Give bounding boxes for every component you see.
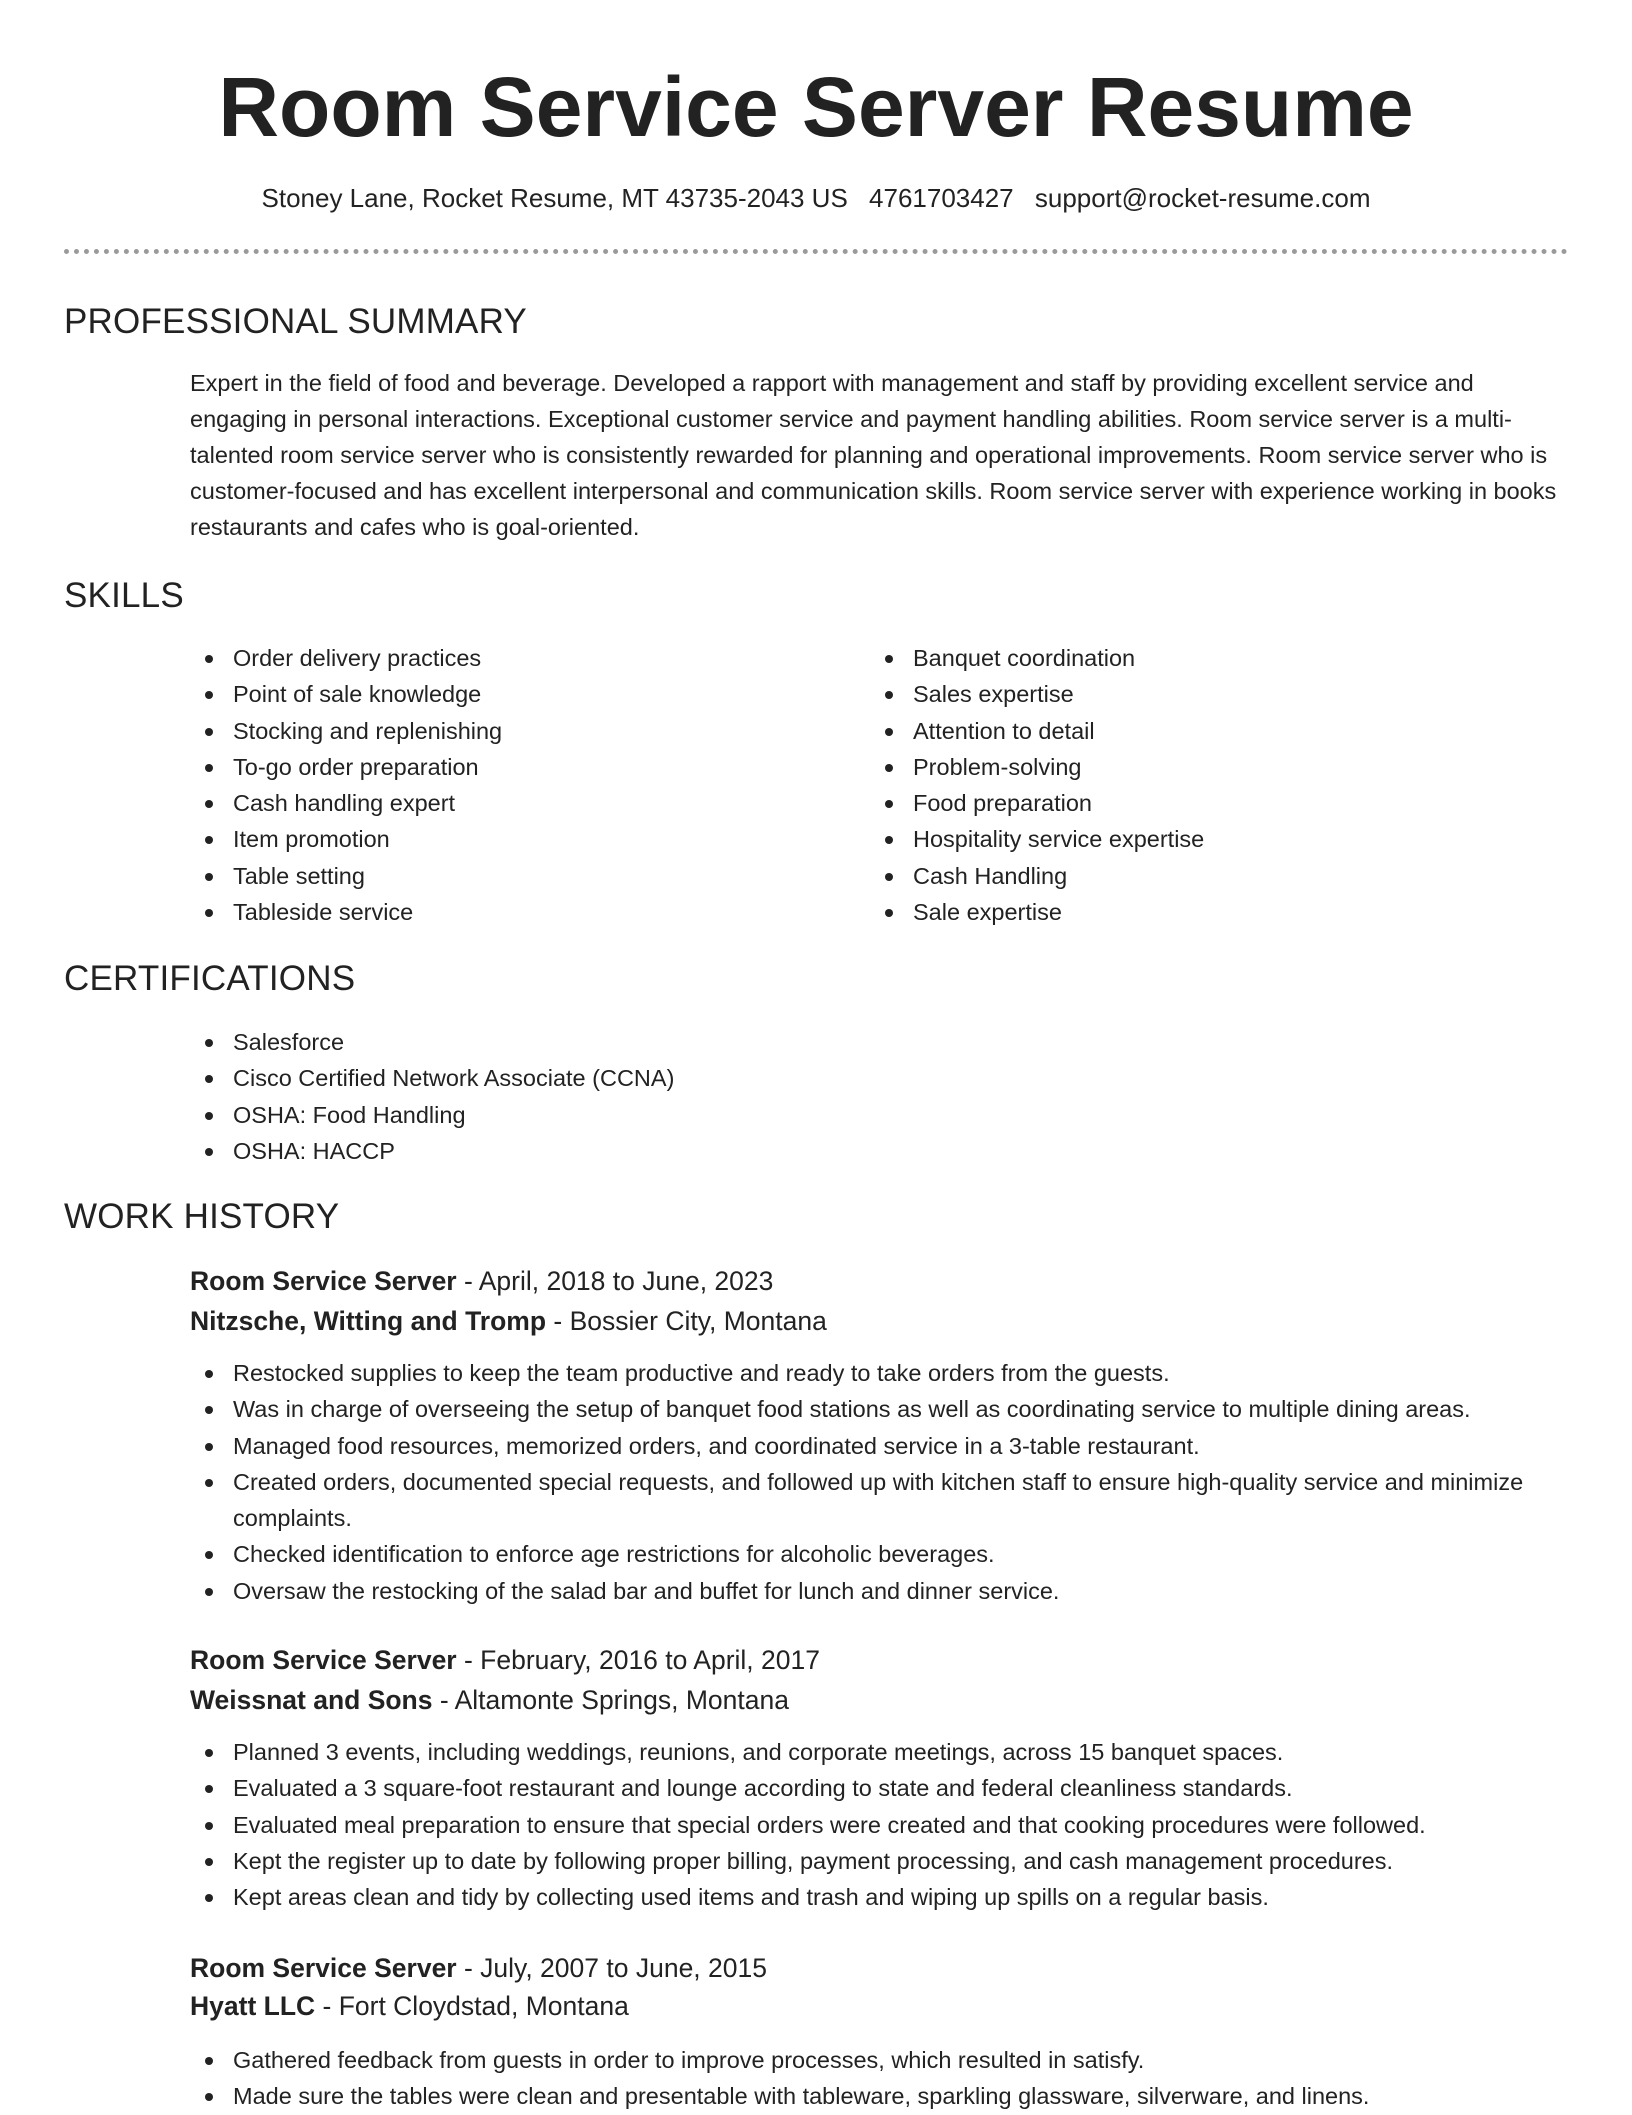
list-item: Checked identification to enforce age restrictions for alcoholic beverages.	[190, 1536, 1570, 1572]
summary-text: Expert in the field of food and beverage. Developed a rapport with management and staff by providing excellent service and engaging in personal interactions. Exceptional customer service and payment handling abilities. Room service server is a multi-talented room service server who is consistently rewarded for planning and operational improvements. Room service server who is customer-focused and has excellent interpersonal and communication skills. Room service server with experience working in books restaurants and cafes who is goal-oriented.	[190, 370, 1557, 540]
list-item: Stocking and replenishing	[190, 713, 830, 749]
list-item: Tableside service	[190, 894, 830, 930]
list-item: Kept areas clean and tidy by collecting used items and trash and wiping up spills on a regular basis.	[190, 1879, 1570, 1915]
list-item: To-go order preparation	[190, 749, 830, 785]
list-item: Managed food resources, memorized orders, and coordinated service in a 3-table restaurant.	[190, 1428, 1570, 1464]
job-location: - Fort Cloydstad, Montana	[315, 1991, 629, 2021]
contact-phone: 4761703427	[869, 183, 1014, 213]
header-divider	[64, 249, 1568, 254]
list-item: Evaluated a 3 square-foot restaurant and lounge according to state and federal cleanliness standards.	[190, 1770, 1570, 1806]
list-item: Sale expertise	[870, 894, 1560, 930]
list-item: Salesforce	[190, 1024, 1560, 1060]
list-item: Point of sale knowledge	[190, 676, 830, 712]
list-item: Cash Handling	[870, 858, 1560, 894]
job-dates: - April, 2018 to June, 2023	[456, 1266, 774, 1296]
job-bullets	[190, 1355, 1570, 1609]
job-title-line	[190, 1262, 773, 1300]
job-company-line	[190, 1681, 789, 1719]
job-location: - Bossier City, Montana	[546, 1306, 827, 1336]
contact-line	[0, 180, 1632, 216]
job-company: Nitzsche, Witting and Tromp	[190, 1306, 547, 1336]
list-item: OSHA: HACCP	[190, 1133, 1560, 1169]
list-item: Cisco Certified Network Associate (CCNA)	[190, 1060, 1560, 1096]
contact-address: Stoney Lane, Rocket Resume, MT 43735-2043 US	[261, 183, 848, 213]
job-bullets	[190, 1734, 1570, 1915]
job-location: - Altamonte Springs, Montana	[432, 1685, 789, 1715]
list-item: Banquet coordination	[870, 640, 1560, 676]
list-item: Problem-solving	[870, 749, 1560, 785]
job-company-line	[190, 1302, 827, 1340]
list-item: Gathered feedback from guests in order to improve processes, which resulted in satisfy.	[190, 2042, 1570, 2078]
skills-list-left	[190, 640, 830, 930]
job-title-line	[190, 1641, 820, 1679]
list-item: Was in charge of overseeing the setup of banquet food stations as well as coordinating service to multiple dining areas.	[190, 1391, 1570, 1427]
list-item: Order delivery practices	[190, 640, 830, 676]
list-item: Sales expertise	[870, 676, 1560, 712]
certifications-list	[190, 1024, 1560, 1169]
skills-list-right	[870, 640, 1560, 930]
job-title-line	[190, 1949, 767, 1987]
job-title: Room Service Server	[190, 1645, 457, 1675]
job-bullets	[190, 2042, 1570, 2115]
list-item: Oversaw the restocking of the salad bar and buffet for lunch and dinner service.	[190, 1573, 1570, 1609]
list-item: Planned 3 events, including weddings, reunions, and corporate meetings, across 15 banquet spaces.	[190, 1734, 1570, 1770]
list-item: Hospitality service expertise	[870, 821, 1560, 857]
list-item: Table setting	[190, 858, 830, 894]
resume-title: Room Service Server Resume	[218, 60, 1414, 154]
list-item: Restocked supplies to keep the team productive and ready to take orders from the guests.	[190, 1355, 1570, 1391]
certifications-heading: CERTIFICATIONS	[64, 959, 356, 998]
job-title: Room Service Server	[190, 1953, 457, 1983]
list-item: Created orders, documented special requests, and followed up with kitchen staff to ensure high-quality service and minimize complaints.	[190, 1464, 1570, 1537]
job-title: Room Service Server	[190, 1266, 457, 1296]
job-company-line	[190, 1987, 629, 2025]
work-history-heading: WORK HISTORY	[64, 1197, 340, 1236]
contact-email: support@rocket-resume.com	[1034, 183, 1371, 213]
list-item: Cash handling expert	[190, 785, 830, 821]
list-item: Made sure the tables were clean and presentable with tableware, sparkling glassware, silverware, and linens.	[190, 2078, 1570, 2114]
list-item: Kept the register up to date by following proper billing, payment processing, and cash management procedures.	[190, 1843, 1570, 1879]
skills-heading: SKILLS	[64, 576, 184, 615]
job-dates: - July, 2007 to June, 2015	[456, 1953, 767, 1983]
job-company: Hyatt LLC	[190, 1991, 316, 2021]
list-item: Item promotion	[190, 821, 830, 857]
list-item: Evaluated meal preparation to ensure that special orders were created and that cooking procedures were followed.	[190, 1807, 1570, 1843]
list-item: Food preparation	[870, 785, 1560, 821]
job-dates: - February, 2016 to April, 2017	[456, 1645, 820, 1675]
summary-heading: PROFESSIONAL SUMMARY	[64, 302, 527, 341]
list-item: Attention to detail	[870, 713, 1560, 749]
list-item: OSHA: Food Handling	[190, 1097, 1560, 1133]
job-company: Weissnat and Sons	[190, 1685, 433, 1715]
